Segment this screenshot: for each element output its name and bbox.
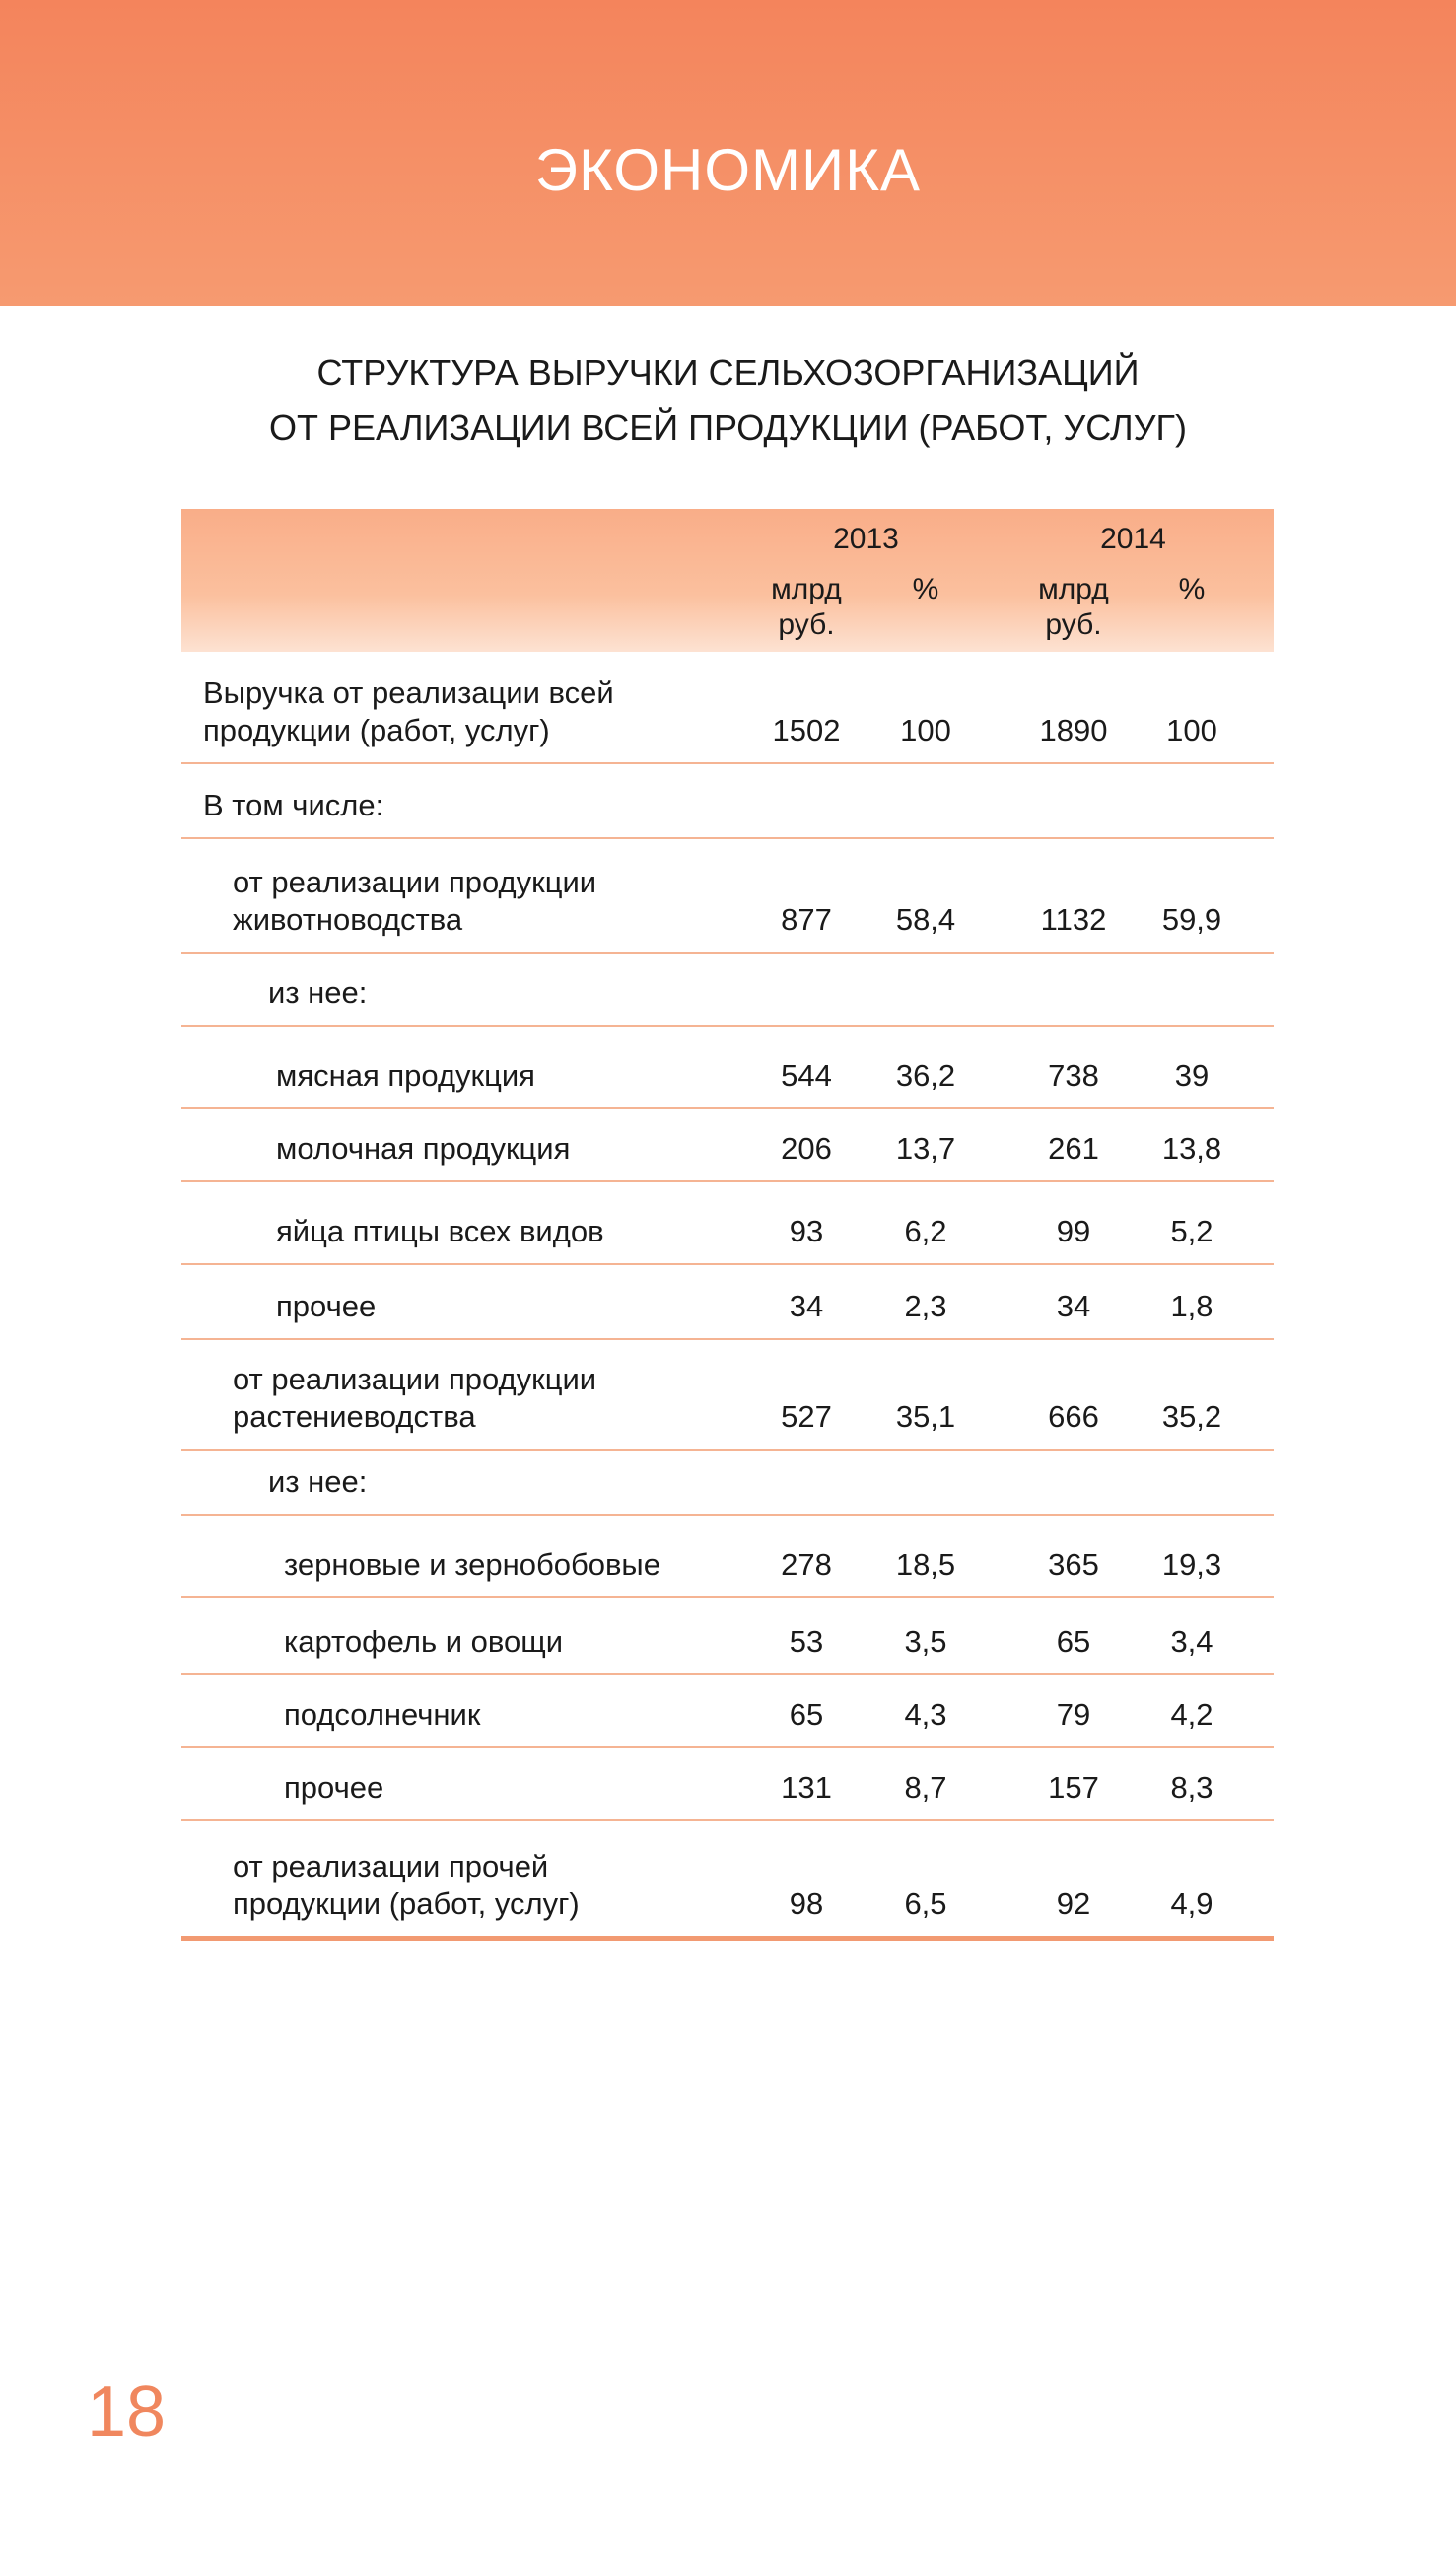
table-row — [181, 1182, 1274, 1265]
year-2013-header: 2013 — [833, 523, 899, 555]
table-row — [181, 1027, 1274, 1109]
value-2013-percent: 18,5 — [895, 1547, 956, 1582]
value-2014-percent: 35,2 — [1161, 1399, 1222, 1434]
table-title-line-2: ОТ РЕАЛИЗАЦИИ ВСЕЙ ПРОДУКЦИИ (РАБОТ, УСЛУГ) — [269, 407, 1187, 448]
value-2013-percent: 58,4 — [895, 902, 956, 937]
value-2013-bln-rub: 206 — [781, 1131, 832, 1166]
unit-line-1: млрд — [771, 573, 842, 605]
value-2013-bln-rub: 527 — [781, 1399, 832, 1434]
row-label — [268, 974, 367, 1012]
page-number: 18 — [87, 2373, 167, 2451]
row-label — [284, 1546, 660, 1584]
row-label — [276, 1057, 535, 1095]
value-2013-bln-rub: 98 — [789, 1886, 824, 1921]
table-row — [181, 1265, 1274, 1340]
row-label-line-2: продукции (работ, услуг) — [203, 713, 550, 747]
value-2014-bln-rub: 65 — [1056, 1624, 1091, 1659]
row-label-line-1: картофель и овощи — [284, 1624, 564, 1659]
table-row — [181, 1109, 1274, 1182]
table-header — [181, 509, 1274, 652]
value-2013-bln-rub: 877 — [781, 902, 832, 937]
value-2014-percent: 19,3 — [1161, 1547, 1222, 1582]
row-label — [268, 1463, 367, 1501]
unit-header-2014 — [1019, 572, 1128, 643]
value-2013-bln-rub: 53 — [789, 1624, 824, 1659]
unit-line-2: руб. — [778, 608, 835, 641]
row-label — [284, 1623, 563, 1661]
percent-header-2014: % — [1178, 573, 1206, 605]
value-2013-percent: 8,7 — [904, 1770, 947, 1805]
row-label — [233, 864, 596, 939]
value-2013-percent: 4,3 — [904, 1697, 947, 1732]
row-label-line-1: подсолнечник — [284, 1697, 481, 1732]
row-label-line-1: мясная продукция — [276, 1058, 535, 1093]
table-title — [0, 345, 1456, 456]
row-label — [284, 1696, 480, 1734]
table-row — [181, 954, 1274, 1027]
value-2013-percent: 2,3 — [904, 1289, 947, 1323]
row-label-line-1: Выручка от реализации всей — [203, 675, 614, 710]
value-2013-percent: 6,2 — [904, 1214, 947, 1248]
row-label-line-1: зерновые и зернобобовые — [284, 1547, 660, 1582]
row-label — [276, 1288, 376, 1325]
row-label — [233, 1361, 596, 1436]
value-2014-bln-rub: 666 — [1048, 1399, 1099, 1434]
value-2013-bln-rub: 131 — [781, 1770, 832, 1805]
table-row — [181, 1516, 1274, 1598]
value-2014-percent: 4,9 — [1170, 1886, 1213, 1921]
row-label — [276, 1213, 604, 1250]
table-row — [181, 1451, 1274, 1516]
value-2014-bln-rub: 92 — [1056, 1886, 1091, 1921]
value-2014-percent: 3,4 — [1170, 1624, 1213, 1659]
value-2014-percent: 5,2 — [1170, 1214, 1213, 1248]
table-row — [181, 764, 1274, 839]
value-2014-bln-rub: 738 — [1048, 1058, 1099, 1093]
value-2013-percent: 36,2 — [895, 1058, 956, 1093]
unit-header-2013 — [752, 572, 861, 643]
row-label — [233, 1848, 580, 1923]
value-2014-bln-rub: 157 — [1048, 1770, 1099, 1805]
table-row — [181, 1821, 1274, 1941]
row-label-line-1: прочее — [276, 1289, 377, 1323]
value-2014-percent: 4,2 — [1170, 1697, 1213, 1732]
value-2013-bln-rub: 34 — [789, 1289, 824, 1323]
value-2014-bln-rub: 1890 — [1039, 713, 1108, 747]
row-label-line-2: продукции (работ, услуг) — [233, 1886, 580, 1921]
row-label-line-1: от реализации продукции — [233, 865, 597, 899]
table-row — [181, 839, 1274, 954]
table-title-line-1: СТРУКТУРА ВЫРУЧКИ СЕЛЬХОЗОРГАНИЗАЦИЙ — [316, 352, 1140, 392]
value-2014-bln-rub: 261 — [1048, 1131, 1099, 1166]
row-label-line-1: от реализации продукции — [233, 1362, 597, 1396]
table-row — [181, 1748, 1274, 1821]
revenue-table — [181, 509, 1274, 1941]
table-body — [181, 652, 1274, 1941]
unit-line-1: млрд — [1038, 573, 1109, 605]
row-label-line-2: растениеводства — [233, 1399, 476, 1434]
value-2014-percent: 59,9 — [1161, 902, 1222, 937]
value-2013-bln-rub: 278 — [781, 1547, 832, 1582]
value-2013-percent: 35,1 — [895, 1399, 956, 1434]
row-label-line-1: от реализации прочей — [233, 1849, 549, 1883]
value-2013-percent: 3,5 — [904, 1624, 947, 1659]
row-label-line-2: животноводства — [233, 902, 463, 937]
value-2014-percent: 39 — [1174, 1058, 1210, 1093]
section-title: ЭКОНОМИКА — [534, 137, 922, 203]
value-2013-percent: 13,7 — [895, 1131, 956, 1166]
table-row — [181, 652, 1274, 764]
value-2013-bln-rub: 93 — [789, 1214, 824, 1248]
value-2013-bln-rub: 1502 — [772, 713, 841, 747]
row-label-line-1: В том числе: — [203, 788, 384, 822]
value-2013-bln-rub: 65 — [789, 1697, 824, 1732]
row-label-line-1: из нее: — [268, 1464, 368, 1499]
value-2014-percent: 1,8 — [1170, 1289, 1213, 1323]
value-2014-bln-rub: 99 — [1056, 1214, 1091, 1248]
value-2014-percent: 8,3 — [1170, 1770, 1213, 1805]
value-2014-percent: 13,8 — [1161, 1131, 1222, 1166]
row-label-line-1: яйца птицы всех видов — [276, 1214, 604, 1248]
value-2014-bln-rub: 1132 — [1040, 902, 1107, 937]
unit-line-2: руб. — [1045, 608, 1102, 641]
value-2013-percent: 6,5 — [904, 1886, 947, 1921]
row-label — [203, 674, 614, 749]
table-row — [181, 1340, 1274, 1451]
row-label-line-1: молочная продукция — [276, 1131, 571, 1166]
row-label — [203, 787, 383, 824]
value-2014-bln-rub: 79 — [1056, 1697, 1091, 1732]
section-banner — [0, 0, 1456, 306]
percent-header-2013: % — [912, 573, 939, 605]
table-row — [181, 1598, 1274, 1675]
value-2014-bln-rub: 34 — [1056, 1289, 1091, 1323]
row-label-line-1: из нее: — [268, 975, 368, 1010]
value-2014-percent: 100 — [1166, 713, 1217, 747]
value-2013-bln-rub: 544 — [781, 1058, 832, 1093]
value-2014-bln-rub: 365 — [1048, 1547, 1099, 1582]
row-label — [276, 1130, 570, 1168]
row-label — [284, 1769, 383, 1807]
row-label-line-1: прочее — [284, 1770, 384, 1805]
year-2014-header: 2014 — [1100, 523, 1166, 555]
table-row — [181, 1675, 1274, 1748]
value-2013-percent: 100 — [900, 713, 951, 747]
